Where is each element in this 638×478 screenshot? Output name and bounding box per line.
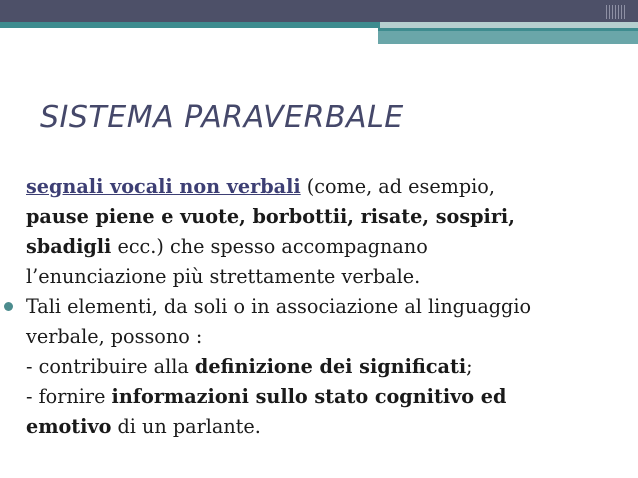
slide-content [26,172,626,442]
header-bar [0,0,638,22]
header-block-accent [378,28,638,31]
bullet-paragraph-line-2 [26,322,626,352]
paragraph-1-line-1 [26,172,626,202]
list-item-1 [26,352,626,382]
paragraph-1-line-3 [26,232,626,262]
bold-text: informazioni sullo stato cognitivo ed [111,385,507,408]
text: - fornire [26,385,112,408]
bold-text: pause piene e vuote, borbottii, risate, sospiri, [26,205,515,228]
bullet-dot-icon [4,302,13,311]
text: (come, ad esempio, [300,175,495,198]
bold-text: emotivo [26,415,112,438]
list-item-2-line-1 [26,382,626,412]
list-item-2-line-2 [26,412,626,442]
text: - contribuire alla [26,355,195,378]
paragraph-1-line-4 [26,262,626,292]
keyword-segnali-vocali: segnali vocali non verbali [26,175,301,198]
text: ; [466,355,473,378]
text: l’enunciazione più strettamente verbale. [26,265,421,288]
text: verbale, possono : [26,325,203,348]
header-stripe-teal [0,22,380,28]
bullet-paragraph [26,292,626,322]
header-ticks-decoration [606,4,630,18]
text: ecc.) che spesso accompagnano [111,235,428,258]
text: di un parlante. [111,415,261,438]
text: Tali elementi, da soli o in associazione al linguaggio [26,295,532,318]
paragraph-1-line-2 [26,202,626,232]
bold-text: definizione dei significati [194,355,467,378]
slide-title: SISTEMA PARAVERBALE [40,100,404,135]
bold-text: sbadigli [26,235,112,258]
